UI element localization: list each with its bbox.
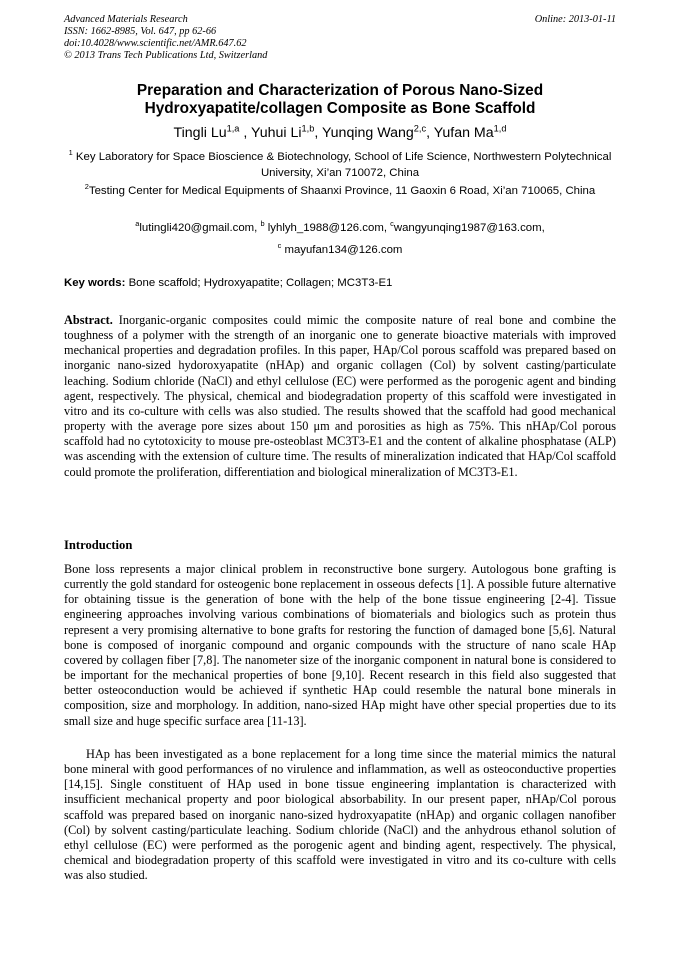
email-c[interactable]: wangyunqing1987@163.com, (393, 222, 545, 234)
author-sep: , (239, 125, 252, 141)
author-name: Yufan Ma (433, 125, 494, 141)
affiliation-1 (64, 149, 616, 181)
author-sup: 1,b (301, 123, 315, 134)
email-sup: b (260, 219, 265, 229)
email-sup: c (390, 219, 394, 229)
section-heading-introduction: Introduction (64, 538, 133, 552)
journal-header (64, 14, 616, 62)
author-name: Yunqing Wang (321, 125, 414, 141)
abstract-text: Inorganic-organic composites could mimic the composite nature of real bone and combine the toughness of a polymer with the strength of an inorganic one to generate bioactive materials with improved mechanical properties and degradation profiles. In this paper, HAp/Col porous scaffold was prepared based on inorganic nano-sized hydoroxyapatite (nHAp) and organic collagen (Col) by solvent casting/particulate leaching. Sodium chloride (NaCl) and ethyl cellulose (EC) were performed as the porogenic agent and binding agent, respectively. The physical, chemical and biodegradation property of this scaffold were investigated in vitro and its co-culture with cells was also studied. The results showed that the scaffold had good mechanical property with the average pore sizes about 150 μm and porosities as high as 75%. This nHAp/Col porous scaffold had no cytotoxicity to mouse pre-osteoblast MC3T3-E1 and the content of alkaline phosphatase (ALP) was ascending with the extension of culture time. The results of mineralization indicated that HAp/Col scaffold could promote the proliferation, differentiation and biological mineralization of MC3T3-E1. (64, 313, 616, 479)
email-d[interactable]: mayufan134@126.com (284, 244, 403, 256)
keywords (64, 276, 616, 291)
affiliation-2 (64, 183, 616, 199)
journal-name: Advanced Materials Research (64, 14, 188, 25)
title-line-2: Hydroxyapatite/collagen Composite as Bone Scaffold (144, 100, 536, 117)
affiliation-sup: 2 (84, 182, 89, 192)
abstract (64, 313, 616, 480)
email-b[interactable]: lyhlyh_1988@126.com, (267, 222, 391, 234)
title-line-1: Preparation and Characterization of Porous Nano-Sized (136, 82, 544, 99)
author-sup: 2,c (413, 123, 427, 134)
author-sep: , (314, 125, 322, 141)
email-line-2 (64, 242, 616, 258)
keywords-text: Bone scaffold; Hydroxyapatite; Collagen; MC3T3-E1 (125, 277, 393, 289)
online-date: Online: 2013-01-11 (534, 14, 616, 25)
author-name: Tingli Lu (173, 125, 227, 141)
copyright-line: © 2013 Trans Tech Publications Ltd, Switzerland (64, 50, 268, 61)
author-sup: 1,d (493, 123, 507, 134)
author-sep: , (426, 125, 434, 141)
email-sup: a (135, 219, 140, 229)
abstract-label: Abstract. (64, 313, 113, 327)
introduction-paragraph-2: HAp has been investigated as a bone replacement for a long time since the material mimics the natural bone mineral with good performances of no virulence and inflammation, as well as osteoconductive properties [14,15]. Single constituent of HAp used in bone tissue engineering implantation is characterized with insufficient mechanical property and poor biological absorbability. In our present paper, nHAp/Col porous scaffold was prepared based on inorganic nano-sized hydroxyapatite (nHAp) and organic collagen nanofiber (Col) by solvent casting/particulate leaching. Sodium chloride (NaCl) and the anhydrous ethanol solution of ethyl cellulose (EC) were performed as the porogenic agent and binding agent, respectively. The physical, chemical and biodegradation property of this scaffold were investigated in vitro and its co-culture with cells was also studied. (64, 747, 616, 883)
author-name: Yuhui Li (251, 125, 302, 141)
paper-title (64, 82, 616, 118)
author-sup: 1,a (226, 123, 240, 134)
email-line-1 (64, 220, 616, 236)
affiliation-text: Testing Center for Medical Equipments of Shaanxi Province, 11 Gaoxin 6 Road, Xi’an 710065, China (88, 185, 596, 197)
email-sup: c (277, 241, 282, 251)
introduction-paragraph-1: Bone loss represents a major clinical problem in reconstructive bone surgery. Autologous bone grafting is currently the gold standard for osteogenic bone replacement in osseous defects [1]. A possible future alternative for obtaining tissue is the generation of bone with the help of the bone tissue engineering [2-4]. Tissue engineering approaches involving various combinations of biomaterials and biologics such as protein thus represent a very promising alternative to bone grafts for restoring the function of damaged bone [5,6]. Natural bone is composed of inorganic compound and organic compounds with the structure of nano scale HAp covered by collagen fiber [7,8]. The nanometer size of the inorganic component in natural bone is considered to be important for the mechanical properties of bone [9,10]. Recent research in this field also suggested that better osteoconduction would be achieved if synthetic HAp could resemble the natural bone minerals in composition, size and morphology. In addition, nano-sized HAp might have other special properties due to its small size and huge specific surface area [11-13]. (64, 562, 616, 728)
email-a[interactable]: lutingli420@gmail.com, (139, 222, 261, 234)
affiliation-sup: 1 (68, 148, 73, 158)
keywords-label: Key words: (64, 277, 126, 289)
author-list (64, 124, 616, 142)
doi-line: doi:10.4028/www.scientific.net/AMR.647.62 (64, 38, 247, 49)
affiliation-text: Key Laboratory for Space Bioscience & Biotechnology, School of Life Science, Northwestern Polytechnical University, Xi’an 710072, China (75, 151, 612, 179)
issn-line: ISSN: 1662-8985, Vol. 647, pp 62-66 (64, 26, 217, 37)
